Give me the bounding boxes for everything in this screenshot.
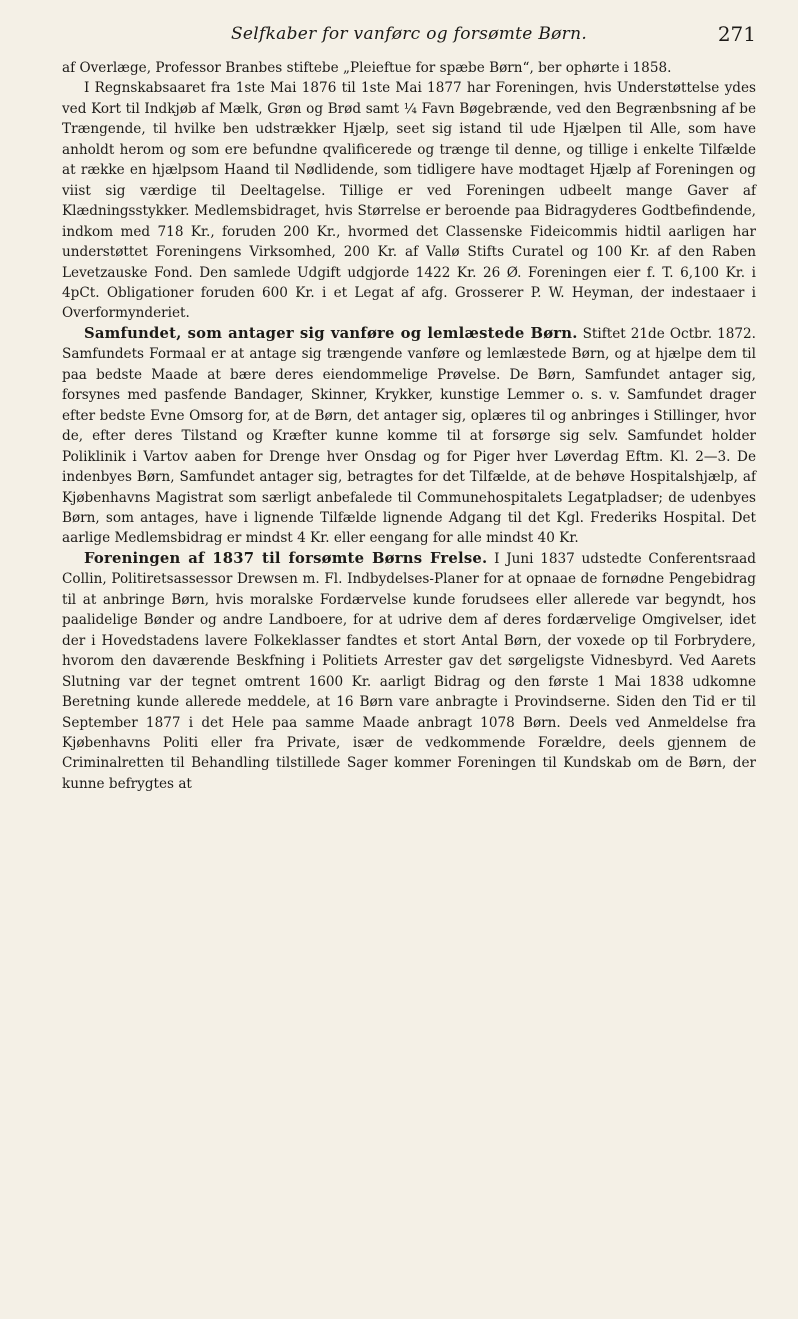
running-title: Selfkaber for vanførc og forsømte Børn. bbox=[230, 24, 588, 44]
paragraph-text: I Juni 1837 udstedte Conferentsraad Collin, Politiretsassessor Drewsen m. Fl. Indbydelses-Planer for at opnaae de fornødne Pengebidrag til at anbringe Børn, hvis moralske Fordærvelse kunde forudsees eller allerede var begyndt, hos paalidelige Bønder og andre Landboere, for at udrive dem af deres fordærvelige Omgivelser, idet der i Hovedstadens lavere Folkeklasser fandtes et stort Antal Børn, der voxede op til Forbrydere, hvorom den daværende Beskfning i Politiets Arrester gav det sørgeligste Vidnesbyrd. Ved Aarets Slutning var der tegnet omtrent 1600 Kr. aarligt Bidrag og den første 1 Mai 1838 udkomne Beretning kunde allerede meddele, at 16 Børn vare anbragte i Provindserne. Siden den Tid er til September 1877 i det Hele paa samme Maade anbragt 1078 Børn. Deels ved Anmeldelse fra Kjøbenhavns Politi eller fra Private, især de vedkommende Forældre, deels gjennem de Criminalretten til Behandling tilstillede Sager kommer Foreningen til Kundskab om de Børn, der kunne befrygtes at bbox=[62, 550, 756, 792]
paragraph-continuation bbox=[62, 58, 756, 78]
paragraph-samfundet bbox=[62, 324, 756, 549]
section-heading: Foreningen af 1837 til forsømte Børns Frelse. bbox=[84, 549, 488, 567]
paragraph-foreningen-report bbox=[62, 78, 756, 323]
running-head bbox=[62, 20, 756, 48]
section-heading: Samfundet, som antager sig vanføre og lemlæstede Børn. bbox=[84, 324, 578, 342]
paragraph-text: I Regnskabsaaret fra 1ste Mai 1876 til 1ste Mai 1877 har Foreningen, hvis Understøttelse ydes ved Kort til Indkjøb af Mælk, Grøn og Brød samt ¼ Favn Bøgebrænde, ved den Begrænbsning af be Trængende, til hvilke ben udstrækker Hjælp, seet sig istand til ude Hjælpen til Alle, som have anholdt herom og som ere befundne qvalificerede og trænge til denne, og tillige i enkelte Tilfælde at række en hjælpsom Haand til Nødlidende, som tidligere have modtaget Hjælp af Foreningen og viist sig værdige til Deeltagelse. Tillige er ved Foreningen udbeelt mange Gaver af Klædningsstykker. Medlemsbidraget, hvis Størrelse er beroende paa Bidragyderes Godtbefindende, indkom med 718 Kr., foruden 200 Kr., hvormed det Classenske Fideicommis hidtil aarligen har understøttet Foreningens Virksomhed, 200 Kr. af Vallø Stifts Curatel og 100 Kr. af den Raben Levetzauske Fond. Den samlede Udgift udgjorde 1422 Kr. 26 Ø. Foreningen eier f. T. 6,100 Kr. i 4pCt. Obligationer foruden 600 Kr. i et Legat af afg. Grosserer P. W. Heyman, der indestaaer i Overformynderiet. bbox=[62, 80, 756, 322]
paragraph-text: af Overlæge, Professor Branbes stiftebe „Pleieftue for spæbe Børn“, ber ophørte i 1858. bbox=[62, 60, 672, 76]
page-number: 271 bbox=[717, 22, 756, 46]
paragraph-text: Stiftet 21de Octbr. 1872. Samfundets Formaal er at antage sig trængende vanføre og lemlæstede Børn, og at hjælpe dem til paa bedste Maade at bære deres eiendommelige Prøvelse. De Børn, Samfundet antager sig, forsynes med pasfende Bandager, Skinner, Krykker, kunstige Lemmer o. s. v. Samfundet drager efter bedste Evne Omsorg for, at de Børn, det antager sig, oplæres til og anbringes i Stillinger, hvor de, efter deres Tilstand og Kræfter kunne komme til at forsørge sig selv. Samfundet holder Poliklinik i Vartov aaben for Drenge hver Onsdag og for Piger hver Løverdag Eftm. Kl. 2—3. De indenbyes Børn, Samfundet antager sig, betragtes for det Tilfælde, at de behøve Hospitalshjælp, af Kjøbenhavns Magistrat som særligt anbefalede til Communehospitalets Legatpladser; de udenbyes Børn, som antages, have i lignende Tilfælde lignende Adgang til det Kgl. Frederiks Hospital. Det aarlige Medlemsbidrag er mindst 4 Kr. eller eengang for alle mindst 40 Kr. bbox=[62, 325, 757, 547]
paragraph-foreningen-1837 bbox=[62, 549, 756, 794]
